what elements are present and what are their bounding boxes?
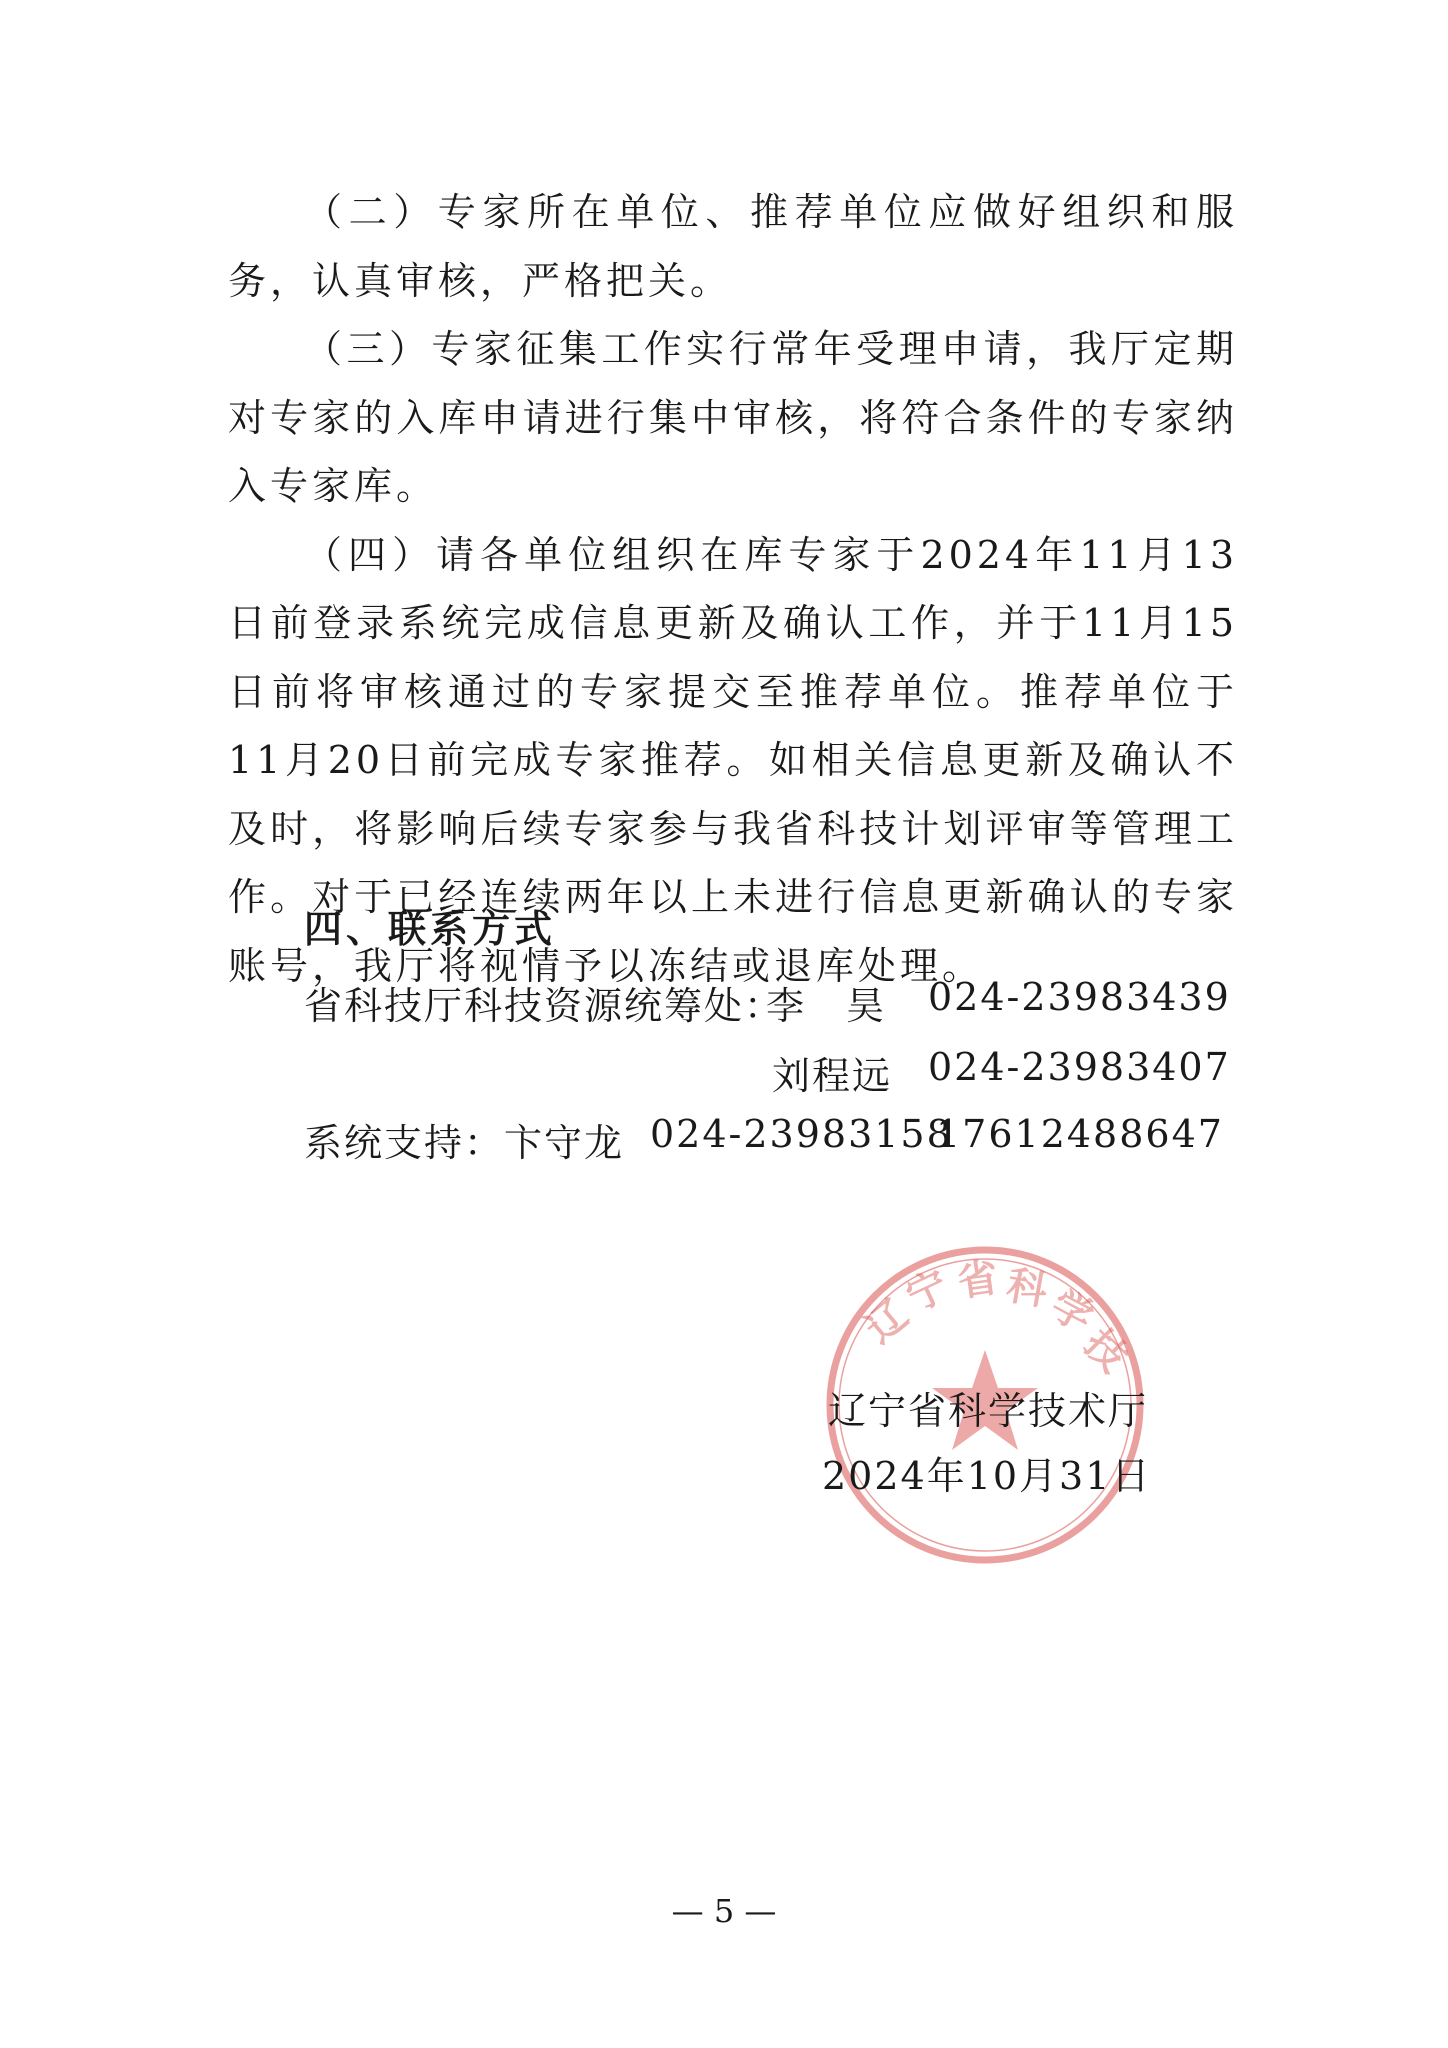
signing-organization: 辽宁省科学技术厅 (828, 1389, 1149, 1433)
support-contact-mobile: 17612488647 (936, 1112, 1224, 1156)
svg-text:辽: 辽 (856, 1290, 918, 1353)
signing-date: 2024年10月31日 (822, 1454, 1152, 1498)
svg-text:省: 省 (954, 1253, 1002, 1306)
contact-person2-phone: 024-23983407 (928, 1045, 1231, 1089)
section-heading-contacts: 四、联系方式 (304, 906, 557, 951)
paragraph-3: （三）专家征集工作实行常年受理申请，我厅定期对专家的入库申请进行集中审核，将符合条件的专家纳入专家库。 (228, 327, 1238, 508)
support-contact-phone: 024-23983158 (650, 1112, 953, 1156)
paragraph-4: （四）请各单位组织在库专家于2024年11月13日前登录系统完成信息更新及确认工作，并于11月15日前将审核通过的专家提交至推荐单位。推荐单位于11月20日前完成专家推荐。如相关信息更新及确认不及时，将影响后续专家参与我省科技计划评审等管理工作。对于已经连续两年以上未进行信息更新确认的专家账号，我厅将视情予以冻结或退库处理。 (228, 532, 1238, 988)
contact-person2-name: 刘程远 (772, 1054, 893, 1098)
support-contact-label: 系统支持：卞守龙 (304, 1121, 625, 1165)
paragraph-2: （二）专家所在单位、推荐单位应做好组织和服务，认真审核，严格把关。 (228, 190, 1238, 303)
svg-text:科: 科 (1003, 1261, 1051, 1315)
svg-text:技: 技 (1074, 1319, 1137, 1382)
body-paragraphs (228, 178, 1238, 1000)
contact-person1-name: 李 昊 (766, 984, 887, 1028)
page-number: — 5 — (671, 1892, 777, 1930)
contact-dept-label: 省科技厅科技资源统筹处： (304, 984, 785, 1028)
contact-person1-phone: 024-23983439 (928, 975, 1231, 1019)
svg-text:学: 学 (1043, 1281, 1101, 1342)
svg-text:宁: 宁 (899, 1261, 956, 1322)
